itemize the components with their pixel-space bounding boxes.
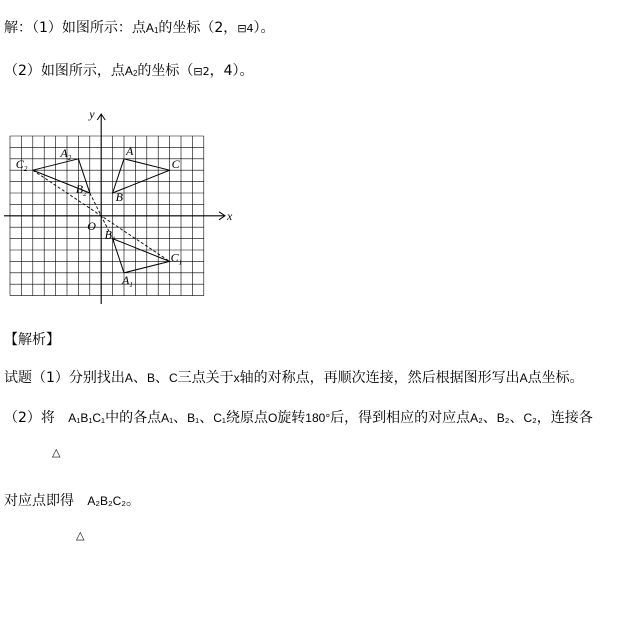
triangle-a1b1c1 [113, 239, 170, 273]
coordinate-grid-figure [0, 104, 240, 304]
label-a: A [126, 143, 134, 158]
p2-sep-4: 、 [509, 410, 524, 426]
p3-text-b: 。 [126, 493, 141, 509]
label-b: B [115, 190, 123, 204]
label-a1-subscript: 1 [129, 280, 133, 289]
label-c1: $C_1$ [170, 250, 183, 267]
analysis-paragraph-1 [4, 368, 584, 388]
label-b1: $B_1$ [104, 227, 116, 244]
x-axis-label: x [227, 208, 233, 223]
label-b1-subscript: 1 [111, 235, 116, 244]
label-b2-subscript: 2 [83, 190, 87, 198]
answer-1-negative-value: ⊟4 [237, 22, 254, 35]
p1-point-b: B [146, 371, 155, 385]
analysis-paragraph-3 [4, 491, 140, 511]
triangle-abc [113, 159, 170, 193]
answer-2-text-a: （2）如图所示，点 [4, 63, 125, 79]
label-a1: $A_1$ [122, 272, 133, 289]
p2-text-b: 中的各点 [105, 410, 162, 426]
p3-triangle-name: A₂B₂C₂ [87, 494, 127, 508]
p1-text-d: 点坐标。 [527, 370, 584, 386]
analysis-heading: 【解析】 [4, 332, 60, 348]
p2-text-d: 旋转 [277, 410, 306, 426]
label-a2: $A_2$ [60, 145, 72, 162]
label-c2-subscript: 2 [23, 165, 28, 174]
answer-1-text-c: ）。 [253, 20, 275, 36]
p1-point-a-2: A [519, 371, 528, 385]
p1-text-c: 轴的对称点，再顺次连接，然后根据图形写出 [239, 370, 520, 386]
p2-point-c2: C₂ [523, 411, 537, 425]
answer-1-text-a: 解：（1）如图所示：点 [4, 20, 146, 36]
p1-point-a: A [124, 371, 133, 385]
label-c1-subscript: 1 [178, 258, 183, 267]
p2-point-c1: C₁ [213, 411, 226, 425]
analysis-paragraph-2 [4, 408, 593, 428]
p2-text-e: 后，得到相应的对应点 [330, 410, 471, 426]
p1-x-axis: x [233, 371, 240, 385]
p2-point-b1: B₁ [187, 411, 200, 425]
p2-origin: O [267, 411, 278, 425]
p2-sep-1: 、 [173, 410, 188, 426]
p1-text-b: 三点关于 [177, 370, 234, 386]
answer-line-2 [4, 61, 254, 84]
answer-2-text-c: ，4）。 [209, 63, 254, 79]
p3-text-a: 对应点即得 [4, 493, 74, 509]
p2-text-f: ，连接各 [536, 410, 593, 426]
point-a2-subscript: 2 [132, 69, 138, 78]
point-a1-subscript: 1 [153, 26, 159, 35]
p2-point-b2: B₂ [496, 411, 510, 425]
y-axis-label: y [89, 107, 95, 121]
p2-sep-3: 、 [482, 410, 497, 426]
point-a1-label: A [145, 21, 154, 35]
triangle-symbol-2: △ [76, 530, 85, 542]
label-c: C [171, 157, 180, 172]
p1-sep-1: 、 [132, 370, 147, 386]
p1-sep-2: 、 [154, 370, 169, 386]
label-c2: $C_2$ [15, 157, 28, 174]
p2-triangle-name: A₁B₁C₁ [68, 411, 106, 425]
triangle-symbol-1: △ [52, 447, 61, 459]
p1-text-a: 试题（1）分别找出 [4, 370, 125, 386]
answer-2-negative-value: ⊟2 [193, 65, 210, 78]
label-a2-subscript: 2 [67, 153, 72, 162]
p2-sep-2: 、 [199, 410, 214, 426]
answer-2-text-b: 的坐标（ [137, 63, 194, 79]
p1-point-c: C [168, 371, 178, 385]
p2-text-a: （2）将 [4, 410, 55, 426]
answer-line-1 [4, 18, 275, 41]
origin-label: O [87, 218, 96, 233]
p2-point-a1: A₁ [161, 411, 174, 425]
p2-degrees: 180° [305, 411, 331, 425]
answer-1-text-b: 的坐标（2， [158, 20, 238, 36]
p2-point-a2: A₂ [470, 411, 483, 425]
point-a2-label: A [124, 64, 133, 78]
p2-text-c: 绕原点 [225, 410, 268, 426]
label-b2: $B_2$ [75, 182, 87, 198]
